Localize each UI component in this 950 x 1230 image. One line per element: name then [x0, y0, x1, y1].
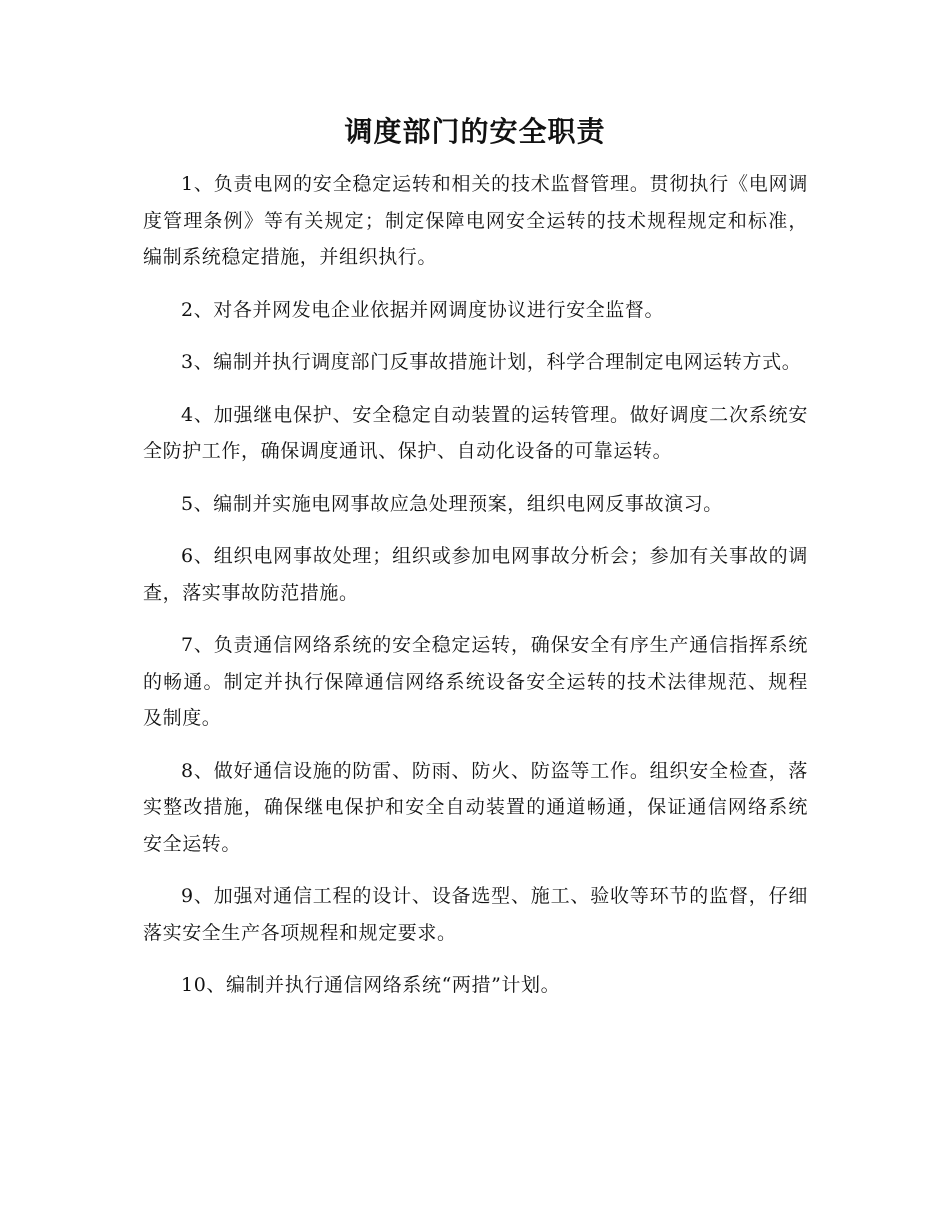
paragraph-4: 4、加强继电保护、安全稳定自动装置的运转管理。做好调度二次系统安全防护工作，确保调度通讯、保护、自动化设备的可靠运转。 [143, 403, 808, 462]
paragraph-2: 2、对各并网发电企业依据并网调度协议进行安全监督。 [181, 298, 665, 321]
paragraph-7: 7、负责通信网络系统的安全稳定运转，确保安全有序生产通信指挥系统的畅通。制定并执行保障通信网络系统设备安全运转的技术法律规范、规程及制度。 [143, 634, 808, 729]
paragraph-8: 8、做好通信设施的防雷、防雨、防火、防盗等工作。组织安全检查，落实整改措施，确保继电保护和安全自动装置的通道畅通，保证通信网络系统安全运转。 [143, 759, 808, 855]
document-title: 调度部门的安全职责 [344, 115, 606, 148]
document-body [143, 166, 808, 1020]
paragraph-10: 10、编制并执行通信网络系统“两措”计划。 [181, 974, 561, 996]
paragraph-6: 6、组织电网事故处理；组织或参加电网事故分析会；参加有关事故的调查，落实事故防范措施。 [143, 545, 808, 604]
paragraph-3: 3、编制并执行调度部门反事故措施计划，科学合理制定电网运转方式。 [181, 351, 802, 373]
paragraph-9: 9、加强对通信工程的设计、设备选型、施工、验收等环节的监督，仔细落实安全生产各项规程和规定要求。 [143, 885, 808, 944]
paragraph-5: 5、编制并实施电网事故应急处理预案，组织电网反事故演习。 [181, 492, 723, 515]
paragraph-1: 1、负责电网的安全稳定运转和相关的技术监督管理。贯彻执行《电网调度管理条例》等有关规定；制定保障电网安全运转的技术规程规定和标准，编制系统稳定措施，并组织执行。 [143, 173, 808, 268]
